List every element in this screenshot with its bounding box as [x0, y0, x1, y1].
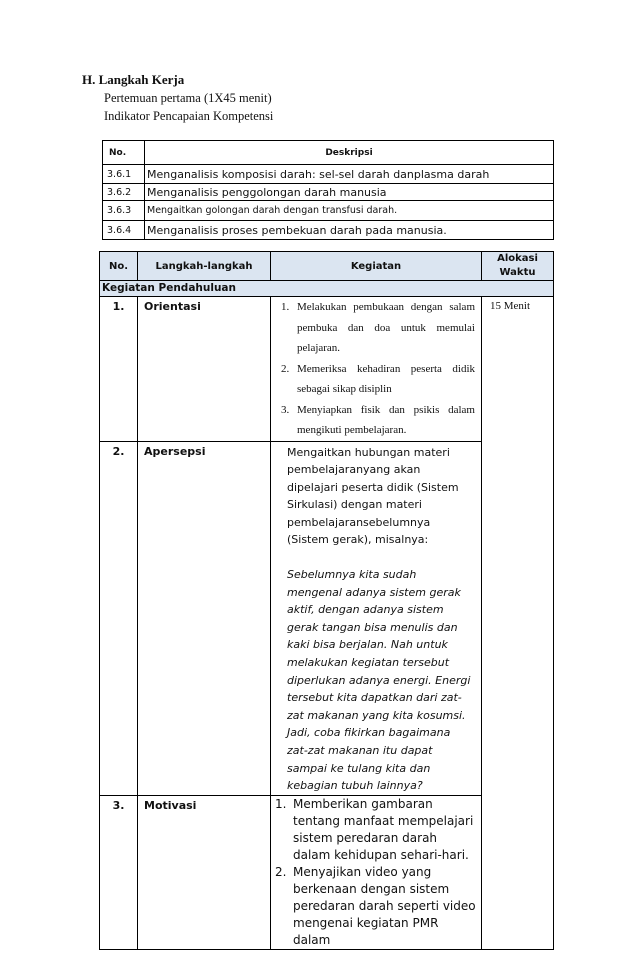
list-item [281, 297, 475, 359]
competency-desc: Mengaitkan golongan darah dengan transfusi darah. [145, 201, 554, 221]
item-text: Menyiapkan fisik dan psikis dalam mengikuti pembelajaran. [297, 403, 475, 436]
list-item [281, 400, 475, 441]
activity-header-row [100, 252, 554, 281]
competency-no: 3.6.2 [103, 184, 145, 201]
list-item [275, 796, 477, 864]
list-item [281, 359, 475, 400]
activity-table [99, 251, 554, 950]
competency-header-row [103, 141, 554, 165]
activity-cell [271, 297, 482, 442]
meeting-line: Pertemuan pertama (1X45 menit) [104, 91, 272, 105]
table-row [100, 297, 554, 442]
activity-header-no: No. [100, 252, 138, 281]
item-text: Memeriksa kehadiran peserta didik sebagai sikap disiplin [297, 362, 475, 395]
phase-row [100, 281, 554, 297]
competency-no: 3.6.3 [103, 201, 145, 221]
competency-no: 3.6.4 [103, 221, 145, 240]
table-row [103, 165, 554, 184]
competency-no: 3.6.1 [103, 165, 145, 184]
item-number: 2. [275, 864, 287, 879]
competency-desc: Menganalisis penggolongan darah manusia [145, 184, 554, 201]
table-row [103, 201, 554, 221]
step-number: 1. [100, 297, 138, 442]
competency-desc: Menganalisis komposisi darah: sel-sel darah danplasma darah [145, 165, 554, 184]
step-name: Orientasi [138, 297, 271, 442]
item-number: 1. [275, 796, 287, 811]
activity-cell [271, 441, 482, 795]
activity-list [271, 796, 481, 949]
step-number: 2. [100, 441, 138, 795]
competency-header-desc: Deskripsi [145, 141, 554, 165]
step-number: 3. [100, 795, 138, 949]
activity-header-activity: Kegiatan [271, 252, 482, 281]
activity-header-steps: Langkah-langkah [138, 252, 271, 281]
activity-list [271, 297, 481, 441]
step-name: Motivasi [138, 795, 271, 949]
table-row [103, 221, 554, 240]
item-number: 3. [281, 403, 290, 416]
item-number: 1. [281, 301, 290, 313]
competency-desc: Menganalisis proses pembekuan darah pada manusia. [145, 221, 554, 240]
time-allocation: 15 Menit [482, 297, 554, 950]
item-text: Menyajikan video yang berkenaan dengan sistem peredaran darah seperti video mengenai kegiatan PMR dalam [293, 864, 476, 947]
competency-header-no: No. [103, 141, 145, 165]
apersepsi-example: Sebelumnya kita sudah mengenal adanya sistem gerak aktif, dengan adanya sistem gerak tangan bisa menulis dan kaki bisa berjalan. Nah untuk melakukan kegiatan tersebut diperlukan adanya energi. Energi tersebut kita dapatkan dari zat-zat makanan yang kita kosumsi. Jadi, coba fikirkan bagaimana zat-zat makanan itu dapat sampai ke tulang kita dan kebagian tubuh lainnya? [287, 568, 471, 793]
step-name: Apersepsi [138, 441, 271, 795]
item-number: 2. [281, 362, 290, 375]
list-item [275, 864, 477, 949]
competency-table [102, 140, 554, 240]
item-text: Melakukan pembukaan dengan salam pembuka dan doa untuk memulai pelajaran. [297, 301, 475, 354]
activity-header-time: Alokasi Waktu [482, 252, 554, 281]
item-text: Memberikan gambaran tentang manfaat mempelajari sistem peredaran darah dalam kehidupan sehari-hari. [293, 796, 474, 862]
apersepsi-text: Mengaitkan hubungan materi pembelajaranyang akan dipelajari peserta didik (Sistem Sirkulasi) dengan materi pembelajaransebelumnya (Sistem gerak), misalnya: [287, 445, 459, 547]
table-row [103, 184, 554, 201]
section-title: H. Langkah Kerja [82, 72, 185, 87]
activity-cell [271, 795, 482, 949]
phase-label: Kegiatan Pendahuluan [100, 281, 554, 297]
indicator-heading: Indikator Pencapaian Kompetensi [104, 109, 274, 123]
